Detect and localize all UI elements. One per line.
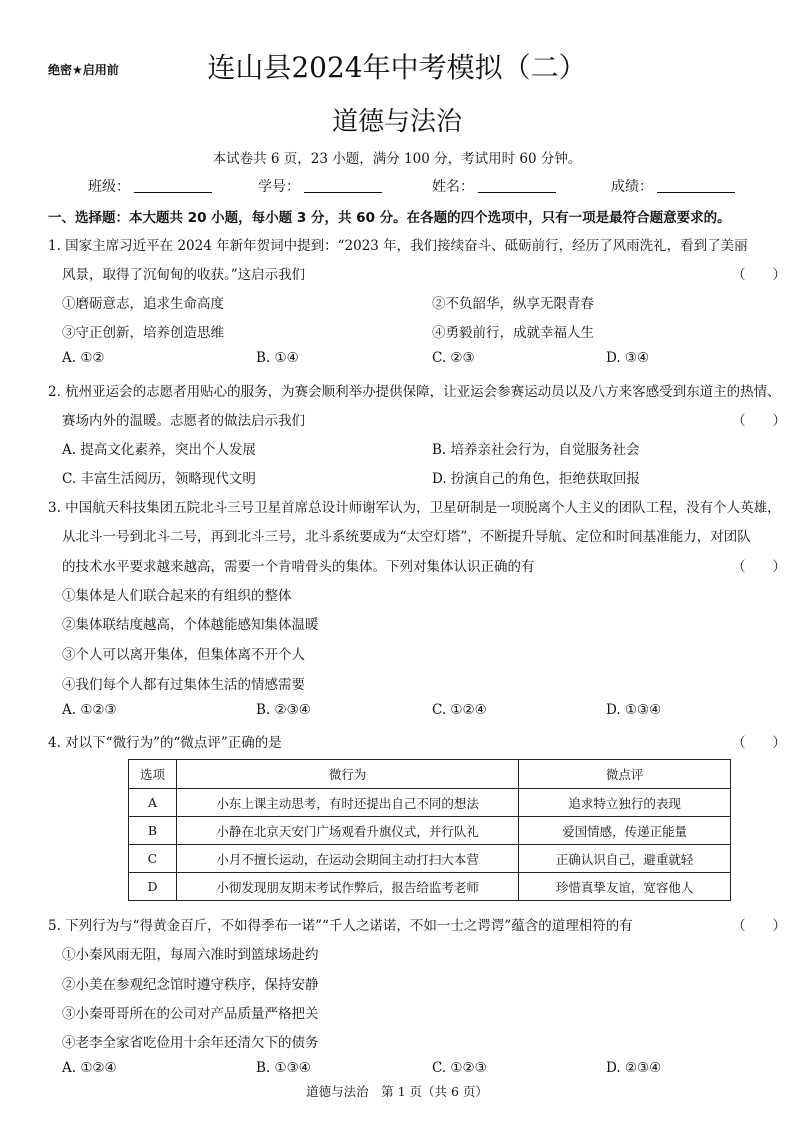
q1-answer-blank[interactable]: （ ） — [732, 267, 786, 283]
q3-statement-3: ③个人可以离开集体，但集体离不开个人 — [62, 647, 305, 663]
table-cell: 正确认识自己，避重就轻 — [519, 845, 731, 873]
table-header: 微行为 — [176, 760, 518, 789]
secret-label: 绝密★启用前 — [48, 63, 119, 77]
name-label: 姓名： — [432, 179, 474, 195]
q2-option-c[interactable]: C. 丰富生活阅历，领略现代文明 — [62, 471, 256, 487]
q1-option-d[interactable]: D. ③④ — [606, 350, 650, 366]
q1-option-a[interactable]: A. ①② — [62, 350, 105, 366]
name-field[interactable] — [432, 176, 556, 196]
q3-statement-4: ④我们每个人都有过集体生活的情感需要 — [62, 677, 305, 693]
table-row — [129, 817, 731, 845]
q3-option-d[interactable]: D. ①③④ — [606, 702, 662, 718]
q3-statement-1: ①集体是人们联合起来的有组织的整体 — [62, 588, 292, 604]
table-header-row — [129, 760, 731, 789]
q5-statement-3: ③小秦哥哥所在的公司对产品质量严格把关 — [62, 1006, 319, 1022]
q2-option-a[interactable]: A. 提高文化素养，突出个人发展 — [62, 442, 256, 458]
table-cell: 小月不擅长运动，在运动会期间主动打扫大本营 — [176, 845, 518, 873]
table-cell: 小东上课主动思考，有时还提出自己不同的想法 — [176, 789, 518, 817]
student-id-label: 学号： — [258, 179, 300, 195]
name-blank[interactable] — [478, 178, 556, 193]
q1-statement-2: ②不负韶华，纵享无限青春 — [432, 296, 594, 312]
q5-option-d[interactable]: D. ②③④ — [606, 1060, 662, 1076]
q3-stem-line2: 从北斗一号到北斗二号，再到北斗三号，北斗系统要成为“太空灯塔”，不断提升导航、定位和时间基准能力，对团队 — [62, 529, 751, 545]
table-cell: 珍惜真挚友谊，宽容他人 — [519, 873, 731, 901]
table-cell: 爱国情感，传递正能量 — [519, 817, 731, 845]
q5-answer-blank[interactable]: （ ） — [732, 918, 786, 934]
table-row — [129, 789, 731, 817]
q3-stem-line1: 3. 中国航天科技集团五院北斗三号卫星首席总设计师谢军认为，卫星研制是一项脱离个人主义的团队工程，没有个人英雄， — [48, 500, 781, 516]
class-field[interactable] — [88, 176, 212, 196]
q1-statement-1: ①磨砺意志，追求生命高度 — [62, 296, 224, 312]
exam-info: 本试卷共 6 页，23 小题，满分 100 分，考试用时 60 分钟。 — [212, 151, 582, 167]
q4-answer-blank[interactable]: （ ） — [732, 735, 786, 751]
q4-stem: 4. 对以下“微行为”的“微点评”正确的是 — [48, 735, 282, 751]
q1-option-b[interactable]: B. ①④ — [256, 350, 299, 366]
q3-statement-2: ②集体联结度越高，个体越能感知集体温暖 — [62, 617, 319, 633]
student-id-field[interactable] — [258, 176, 382, 196]
q1-statement-3: ③守正创新，培养创造思维 — [62, 325, 224, 341]
q2-stem-line1: 2. 杭州亚运会的志愿者用贴心的服务，为赛会顺利举办提供保障，让亚运会参赛运动员以及八方来客感受到东道主的热情、 — [48, 384, 781, 400]
q2-option-b[interactable]: B. 培养亲社会行为，自觉服务社会 — [432, 442, 640, 458]
q2-answer-blank[interactable]: （ ） — [732, 413, 786, 429]
q5-option-a[interactable]: A. ①②④ — [62, 1060, 117, 1076]
table-cell: B — [129, 817, 177, 845]
q3-option-a[interactable]: A. ①②③ — [62, 702, 117, 718]
q5-statement-1: ①小秦风雨无阻，每周六准时到篮球场赴约 — [62, 947, 319, 963]
q5-option-c[interactable]: C. ①②③ — [432, 1060, 487, 1076]
q5-stem: 5. 下列行为与“得黄金百斤，不如得季布一诺”“千人之诺诺，不如一士之谔谔”蕴含的道理相符的有 — [48, 918, 633, 934]
table-header: 微点评 — [519, 760, 731, 789]
table-cell: 追求特立独行的表现 — [519, 789, 731, 817]
student-id-blank[interactable] — [304, 178, 382, 193]
table-cell: 小彻发现朋友期末考试作弊后，报告给监考老师 — [176, 873, 518, 901]
table-row — [129, 873, 731, 901]
section-heading: 一、选择题：本大题共 20 小题，每小题 3 分，共 60 分。在各题的四个选项中，只有一项是最符合题意要求的。 — [48, 210, 731, 226]
table-cell: D — [129, 873, 177, 901]
table-cell: 小静在北京天安门广场观看升旗仪式，并行队礼 — [176, 817, 518, 845]
q2-option-d[interactable]: D. 扮演自己的角色，拒绝获取回报 — [432, 471, 640, 487]
score-field[interactable] — [611, 176, 735, 196]
score-label: 成绩： — [611, 179, 653, 195]
q5-statement-2: ②小美在参观纪念馆时遵守秩序，保持安静 — [62, 977, 319, 993]
table-row — [129, 845, 731, 873]
q3-option-c[interactable]: C. ①②④ — [432, 702, 487, 718]
subject-title: 道德与法治 — [331, 107, 462, 137]
q3-answer-blank[interactable]: （ ） — [732, 559, 786, 575]
q1-stem-line1: 1. 国家主席习近平在 2024 年新年贺词中提到：“2023 年，我们接续奋斗、砥砺前行，经历了风雨洗礼，看到了美丽 — [48, 238, 748, 254]
q5-option-b[interactable]: B. ①③④ — [256, 1060, 311, 1076]
q5-statement-4: ④老李全家省吃俭用十余年还清欠下的债务 — [62, 1035, 319, 1051]
q2-stem-line2: 赛场内外的温暖。志愿者的做法启示我们 — [62, 413, 305, 429]
q3-option-b[interactable]: B. ②③④ — [256, 702, 311, 718]
score-blank[interactable] — [657, 178, 735, 193]
table-header: 选项 — [129, 760, 177, 789]
page-footer: 道德与法治 第 1 页（共 6 页） — [306, 1084, 488, 1099]
exam-title: 连山县2024年中考模拟（二） — [207, 51, 587, 84]
q1-option-c[interactable]: C. ②③ — [432, 350, 475, 366]
table-cell: A — [129, 789, 177, 817]
class-label: 班级： — [88, 179, 130, 195]
q1-statement-4: ④勇毅前行，成就幸福人生 — [432, 325, 594, 341]
class-blank[interactable] — [134, 178, 212, 193]
table-cell: C — [129, 845, 177, 873]
q1-stem-line2: 风景，取得了沉甸甸的收获。”这启示我们 — [62, 267, 306, 283]
q3-stem-line3: 的技术水平要求越来越高，需要一个肯啃骨头的集体。下列对集体认识正确的有 — [62, 559, 535, 575]
q4-table — [128, 759, 731, 901]
